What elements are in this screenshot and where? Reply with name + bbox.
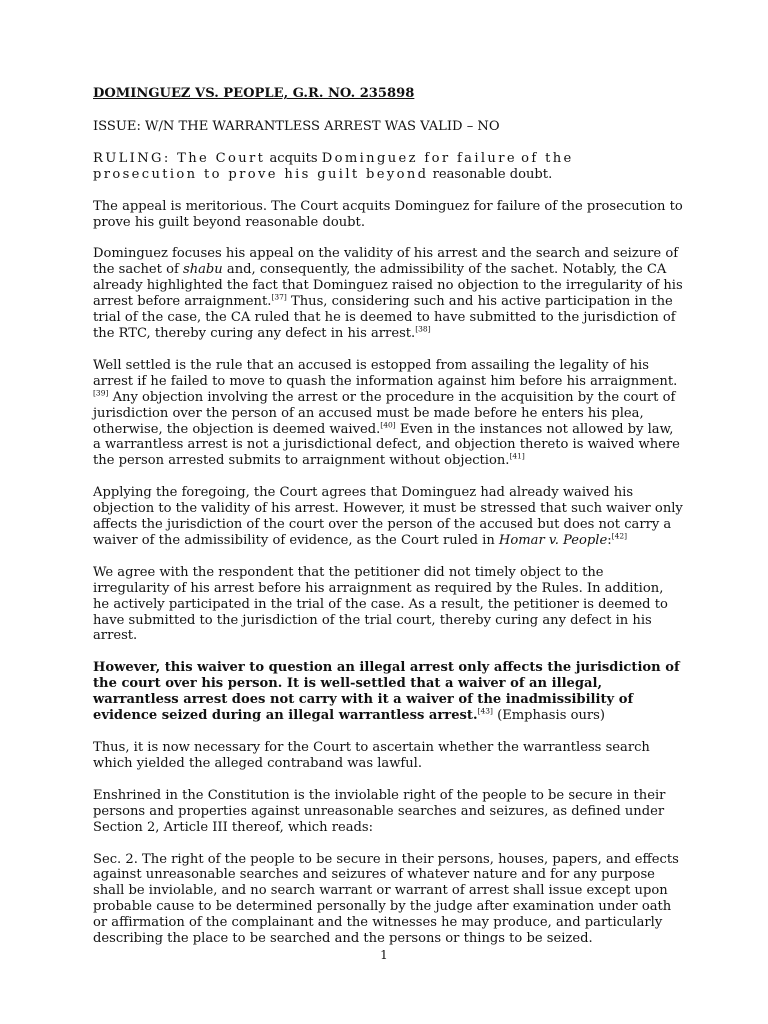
text-run-bold: However, this waiver to question an illegal arrest only affects the jurisdiction of the court over his person. It is well-settled that a waiver of an illegal, warrantless arrest does not carry with it a waiver of the inadmissibility of evidence seized during an illegal warrantless arrest.	[93, 660, 680, 724]
text-run: and, consequently, the admissibility of the sachet. Notably, the CA already highlighted the fact that Dominguez raised no objection to the irregularity of his arrest before arraignment.	[93, 262, 683, 310]
text-run: Any objection involving the arrest or the procedure in the acquisition by the court of jurisdiction over the person of an accused must be made before he enters his plea, otherwise, the objection is deemed waived.	[93, 389, 676, 437]
ruling-segment: reasonable doubt.	[432, 166, 553, 182]
paragraph-quote: We agree with the respondent that the petitioner did not timely object to the irregularity of his arrest before his arraignment as required by the Rules. In addition, he actively participated in the trial of the case. As a result, the petitioner is deemed to have submitted to the jurisdiction of the trial court, thereby curing any defect in his arrest.	[93, 564, 668, 644]
ruling-segment: acquits	[269, 150, 318, 166]
footnote-ref[interactable]: [40]	[380, 420, 396, 430]
ruling-line	[93, 151, 683, 183]
footnote-ref[interactable]: [41]	[509, 451, 525, 461]
ruling-segment: Dominguez for failure	[321, 150, 517, 166]
document-body	[93, 86, 683, 963]
text-run: Even in the instances not allowed by law, a warrantless arrest is not a jurisdictional defect, and objection thereto is waived where the person arrested submits to arraignment without objection.	[93, 421, 680, 469]
paragraph-ascertain: Thus, it is now necessary for the Court to ascertain whether the warrantless search which yielded the alleged contraband was lawful.	[93, 740, 650, 771]
footnote-ref[interactable]: [39]	[93, 388, 109, 398]
text-run-italic: Homar v. People	[498, 532, 608, 548]
ruling-segment: of the prosecution to prove his guilt beyond	[93, 150, 574, 182]
paragraph-appeal: The appeal is meritorious. The Court acquits Dominguez for failure of the prosecution to prove his guilt beyond reasonable doubt.	[93, 198, 683, 230]
footnote-ref[interactable]: [37]	[271, 292, 287, 302]
ruling-segment: RULING: The Court	[93, 150, 266, 166]
paragraph-focus	[93, 246, 683, 341]
page-number: 1	[380, 948, 388, 962]
paragraph-section-2: Sec. 2. The right of the people to be secure in their persons, houses, papers, and effects against unreasonable searches and seizures of whatever nature and for any purpose shall be inviolable, and no search warrant or warrant of arrest shall issue except upon probable cause to be determined personally by the judge after examination under oath or affirmation of the complainant and the witnesses he may produce, and particularly describing the place to be searched and the persons or things to be seized.	[93, 851, 679, 947]
text-run-italic: shabu	[182, 262, 223, 278]
text-run: Dominguez focuses his appeal on the validity of his arrest and the search and seizure of the sachet of	[93, 246, 679, 278]
paragraph-estopped	[93, 358, 683, 469]
paragraph-emphasis	[93, 660, 683, 724]
footnote-ref[interactable]: [43]	[477, 706, 493, 716]
text-run: :	[607, 532, 612, 548]
text-run: Applying the foregoing, the Court agrees that Dominguez had already waived his objection to the validity of his arrest. However, it must be stressed that such waiver only affects the jurisdiction of the court over the person of the accused but does not carry a waiver of the admissibility of evidence, as the Court ruled in	[93, 485, 683, 548]
text-run: (Emphasis ours)	[492, 708, 605, 724]
footnote-ref[interactable]: [42]	[611, 531, 628, 541]
text-run: Well settled is the rule that an accused is estopped from assailing the legality of his arrest if he failed to move to quash the information against him before his arraignment.	[93, 357, 678, 389]
paragraph-constitution: Enshrined in the Constitution is the inviolable right of the people to be secure in their persons and properties against unreasonable searches and seizures, as defined under Section 2, Article III thereof, which reads:	[93, 787, 666, 835]
footnote-ref[interactable]: [38]	[415, 324, 431, 334]
issue-line: ISSUE: W/N THE WARRANTLESS ARREST WAS VALID – NO	[93, 118, 500, 134]
text-run: Thus, considering such and his active participation in the trial of the case, the CA ruled that he is deemed to have submitted to the jurisdiction of the RTC, thereby curing any defect in his arrest.	[93, 294, 676, 341]
paragraph-applying	[93, 485, 683, 549]
case-title: DOMINGUEZ VS. PEOPLE, G.R. NO. 235898	[93, 86, 415, 101]
